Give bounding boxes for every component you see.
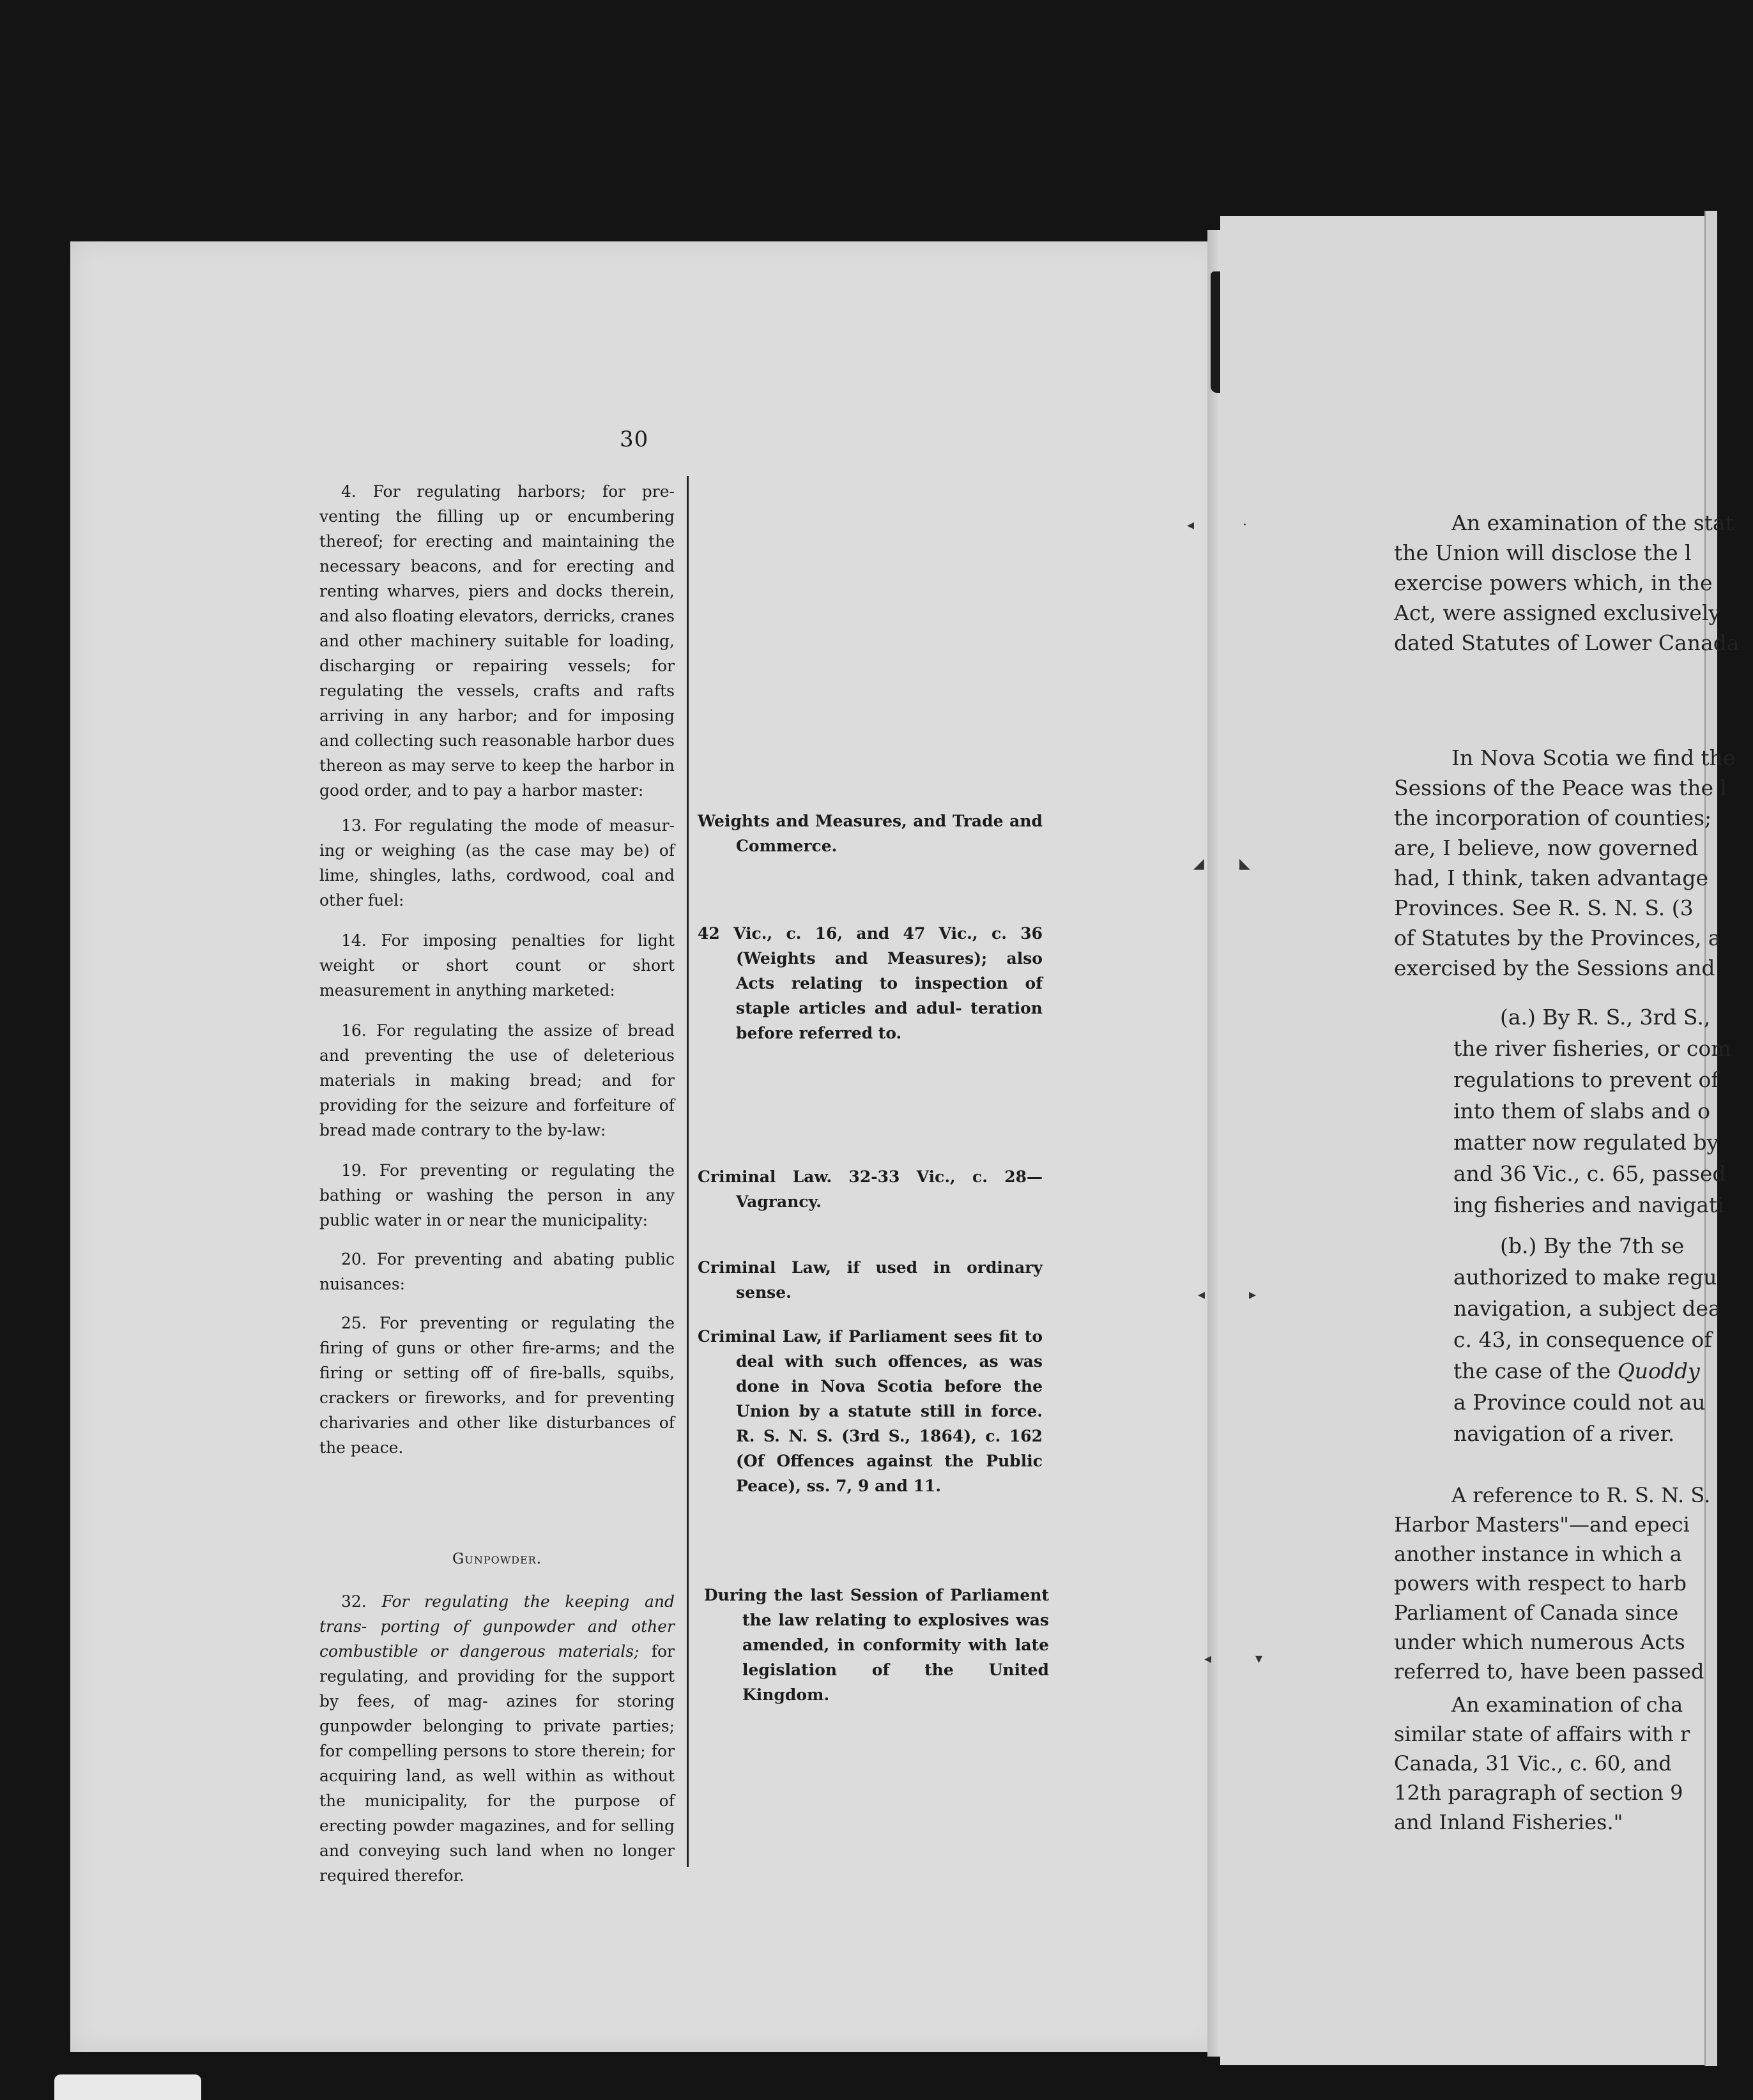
text-line: order, and to pay a harbor master: [364, 781, 644, 800]
text-line: firing or setting off of fire-balls, squibs, [319, 1364, 675, 1382]
section-bathing [319, 1158, 675, 1233]
section-nuisances [319, 1247, 675, 1297]
text-line: against the Public Peace), ss. 7, 9 [736, 1452, 1043, 1495]
text-line: other fuel: [319, 891, 404, 909]
gutter-mark: ◂ [1204, 1651, 1212, 1667]
right-text-line: In Nova Scotia we find the [1451, 745, 1736, 770]
text-line: in making bread; and for providing for the [319, 1071, 675, 1115]
text-line: weight or short count or short measurement [319, 956, 675, 1000]
column-divider [687, 476, 689, 1867]
text-line: and 11. [875, 1477, 942, 1495]
right-text-line: the Union will disclose the l [1394, 540, 1692, 565]
section-bread [319, 1018, 675, 1143]
gutter-mark: · [1243, 517, 1247, 533]
text-line: ing or weighing (as the case may be) of [319, 841, 675, 860]
section-number: 32. [341, 1592, 367, 1611]
text-line: teration before referred to. [736, 999, 1043, 1042]
text-line: wharves, piers and docks therein, and also [319, 582, 675, 625]
right-text-line: into them of slabs and o [1453, 1099, 1710, 1123]
right-text-line: are, I believe, now governed [1394, 835, 1699, 860]
right-text-line: under which numerous Acts [1394, 1630, 1685, 1654]
note-explosives [704, 1583, 1049, 1707]
right-text-line: powers with respect to harb [1394, 1571, 1687, 1595]
text-line: lime, shingles, laths, cordwood, coal and [319, 866, 675, 885]
right-text-line: An examination of the stat [1451, 510, 1734, 535]
note-paragraph [698, 809, 1043, 858]
right-text-line: referred to, have been passed [1394, 1659, 1704, 1684]
right-text-line: navigation of a river. [1453, 1421, 1675, 1446]
right-text-line: c. 43, in consequence of [1453, 1327, 1712, 1352]
text-line: purpose of erecting powder magazines, and [319, 1792, 675, 1835]
note-paragraph [698, 1164, 1043, 1214]
text-line: for selling and conveying such land when [319, 1816, 675, 1860]
page-number: 30 [620, 427, 649, 452]
text-line: in anything marketed: [435, 981, 615, 1000]
text-line: Criminal Law, if used in ordinary sense. [698, 1258, 1043, 1302]
text-line: water in or near the municipality: [374, 1211, 648, 1229]
note-criminal-law [698, 1255, 1043, 1305]
gutter-mark: ◣ [1239, 856, 1250, 872]
right-text-line: exercise powers which, in the [1394, 570, 1713, 595]
text-line: nuisances: [319, 1275, 406, 1293]
text-line: inspection of staple articles and adul- [736, 974, 1043, 1017]
text-line: to the by-law: [495, 1121, 606, 1139]
italic-line: or dangerous materials; [430, 1642, 639, 1661]
text-line: for erecting and maintaining the necessary [319, 532, 675, 575]
section-harbors [319, 479, 675, 803]
text-line: harbor; and for imposing and collecting [319, 706, 675, 750]
italic-line: For regulating the keeping and trans- [319, 1592, 675, 1636]
text-line: providing for the support by fees, of mag- [319, 1667, 675, 1710]
text-line: 16. For regulating the assize of bread [341, 1021, 675, 1040]
text-line: seizure and forfeiture of bread made contrary [319, 1096, 675, 1139]
right-text-line: had, I think, taken advantage [1394, 865, 1709, 890]
text-line: Criminal Law, if Parliament sees fit to [698, 1327, 1043, 1346]
note-public-peace [698, 1324, 1043, 1498]
text-line: legislation of the United Kingdom. [742, 1661, 1049, 1704]
text-line: Weights and Measures, and Trade and [698, 812, 1043, 830]
gutter-mark: ▸ [1249, 1287, 1257, 1303]
note-paragraph [698, 1324, 1043, 1498]
text-line: in Nova Scotia before the Union by [736, 1377, 1043, 1420]
note-paragraph [698, 1255, 1043, 1305]
text-line: 42 Vic., c. 16, and 47 Vic., c. 36 (Weights [698, 924, 1043, 968]
right-text-line: An examination of cha [1451, 1693, 1683, 1717]
right-text-line: (b.) By the 7th se [1500, 1233, 1685, 1258]
text-line: the law relating to explosives was [742, 1611, 1049, 1629]
text-line: crackers or fireworks, and for preventing [319, 1389, 675, 1407]
right-text-line: the case of the Quoddy [1453, 1358, 1700, 1383]
bylaw-column [319, 479, 675, 1460]
text-line: azines for storing gunpowder belonging to [319, 1692, 675, 1735]
right-text-line: matter now regulated by [1453, 1130, 1719, 1155]
text-line: deal with such offences, as was done [736, 1352, 1043, 1396]
right-text-line: a Province could not au [1453, 1390, 1706, 1415]
right-text-line: navigation, a subject dea [1453, 1296, 1721, 1321]
right-text-line: another instance in which a [1394, 1542, 1682, 1566]
text-line: 20. For preventing and abating public [341, 1250, 675, 1268]
gutter-mark: ◂ [1187, 517, 1195, 533]
right-text-line: A reference to R. S. N. S. [1451, 1483, 1711, 1507]
gutter-mark: ▾ [1255, 1651, 1263, 1667]
text-line: beacons, and for erecting and renting [319, 557, 675, 600]
text-line: 4. For regulating harbors; for pre- [341, 482, 675, 501]
text-line: firing of guns or other fire-arms; and the [319, 1339, 675, 1357]
text-line: may serve to keep the harbor in good [319, 756, 675, 800]
right-text-line: and Inland Fisheries." [1394, 1810, 1623, 1834]
gunpowder-section [319, 1589, 675, 1888]
right-text-line: ing fisheries and navigati [1453, 1192, 1724, 1217]
right-text-line: the incorporation of counties; [1394, 805, 1712, 830]
text-line: floating elevators, derricks, cranes and other [319, 607, 675, 650]
right-text-line: Act, were assigned exclusively [1394, 600, 1721, 625]
section-measuring [319, 813, 675, 913]
text-line: Vagrancy. [736, 1192, 822, 1211]
text-line: vessels, crafts and rafts arriving in any [319, 681, 675, 725]
text-line: charivaries and other like disturbances of the [319, 1413, 675, 1457]
gutter-mark: ◂ [1198, 1287, 1206, 1303]
right-text-line: of Statutes by the Provinces, a [1394, 925, 1721, 950]
text-line: no longer required therefor. [319, 1841, 675, 1885]
text-line: Commerce. [736, 837, 838, 855]
right-text-line: the river fisheries, or com [1453, 1036, 1731, 1061]
right-text-line: (a.) By R. S., 3rd S., [1500, 1005, 1711, 1030]
right-text-line: Canada, 31 Vic., c. 60, and [1394, 1751, 1672, 1776]
section-penalties [319, 928, 675, 1003]
text-line: within as without the municipality, for the [319, 1767, 675, 1810]
gunpowder-paragraph [319, 1589, 675, 1888]
text-line: or repairing vessels; for regulating the [319, 657, 675, 700]
note-vic-acts [698, 921, 1043, 1046]
note-paragraph [704, 1583, 1049, 1707]
text-line: and preventing the use of deleterious materials [319, 1046, 675, 1090]
text-line: a statute still in force. R. S. N. S. [736, 1402, 1043, 1445]
text-line: machinery suitable for loading, discharging [319, 632, 675, 675]
right-text-line: similar state of affairs with r [1394, 1722, 1690, 1746]
text-line: 13. For regulating the mode of measur- [341, 816, 675, 835]
right-text-line: and 36 Vic., c. 65, passed [1453, 1161, 1726, 1186]
gutter-mark: ◢ [1193, 856, 1204, 872]
right-text-line: Parliament of Canada since [1394, 1601, 1679, 1625]
text-line: Criminal Law. 32-33 Vic., c. 28— [698, 1168, 1043, 1186]
note-vagrancy [698, 1164, 1043, 1214]
right-text-line: Provinces. See R. S. N. S. (3 [1394, 895, 1694, 920]
italic-line: porting of gunpowder and other combustible [319, 1617, 675, 1661]
text-line: and Measures); also Acts relating to [736, 949, 1043, 993]
right-text-line: 12th paragraph of section 9 [1394, 1781, 1683, 1805]
text-line: bathing or washing the person in any public [319, 1186, 675, 1229]
text-line: 14. For imposing penalties for light [341, 931, 675, 950]
note-paragraph [698, 921, 1043, 1046]
note-weights [698, 809, 1043, 858]
text-line: 19. For preventing or regulating the [341, 1161, 675, 1180]
italic-word: Quoddy [1617, 1358, 1700, 1383]
text-line: (3rd S., 1864), c. 162 (Of Offences [736, 1427, 1043, 1470]
text-line: store therein; for acquiring land, as well [319, 1742, 675, 1785]
right-text-line: dated Statutes of Lower Canada [1394, 630, 1740, 655]
text-line: 25. For preventing or regulating the [341, 1314, 675, 1332]
text-line: peace. [350, 1438, 404, 1457]
right-text-line: Harbor Masters"—and epeci [1394, 1512, 1690, 1537]
gunpowder-heading: Gunpowder. [452, 1551, 542, 1567]
right-text-line: authorized to make regu [1453, 1265, 1717, 1290]
scan-tab [54, 2074, 201, 2100]
section-firearms [319, 1311, 675, 1460]
right-text-line: exercised by the Sessions and [1394, 955, 1715, 980]
text-line: such reasonable harbor dues thereon as [319, 731, 675, 775]
right-text-line: Sessions of the Peace was the l [1394, 775, 1727, 800]
text-line: venting the filling up or encumbering thereof; [319, 507, 675, 551]
right-text-line: regulations to prevent of [1453, 1067, 1719, 1092]
text-line: for regulating, and [319, 1642, 675, 1685]
text-line: private parties; for compelling persons to [319, 1717, 675, 1760]
text-line: amended, in conformity with late [742, 1636, 1049, 1654]
text-line: During the last Session of Parliament [704, 1586, 1049, 1604]
